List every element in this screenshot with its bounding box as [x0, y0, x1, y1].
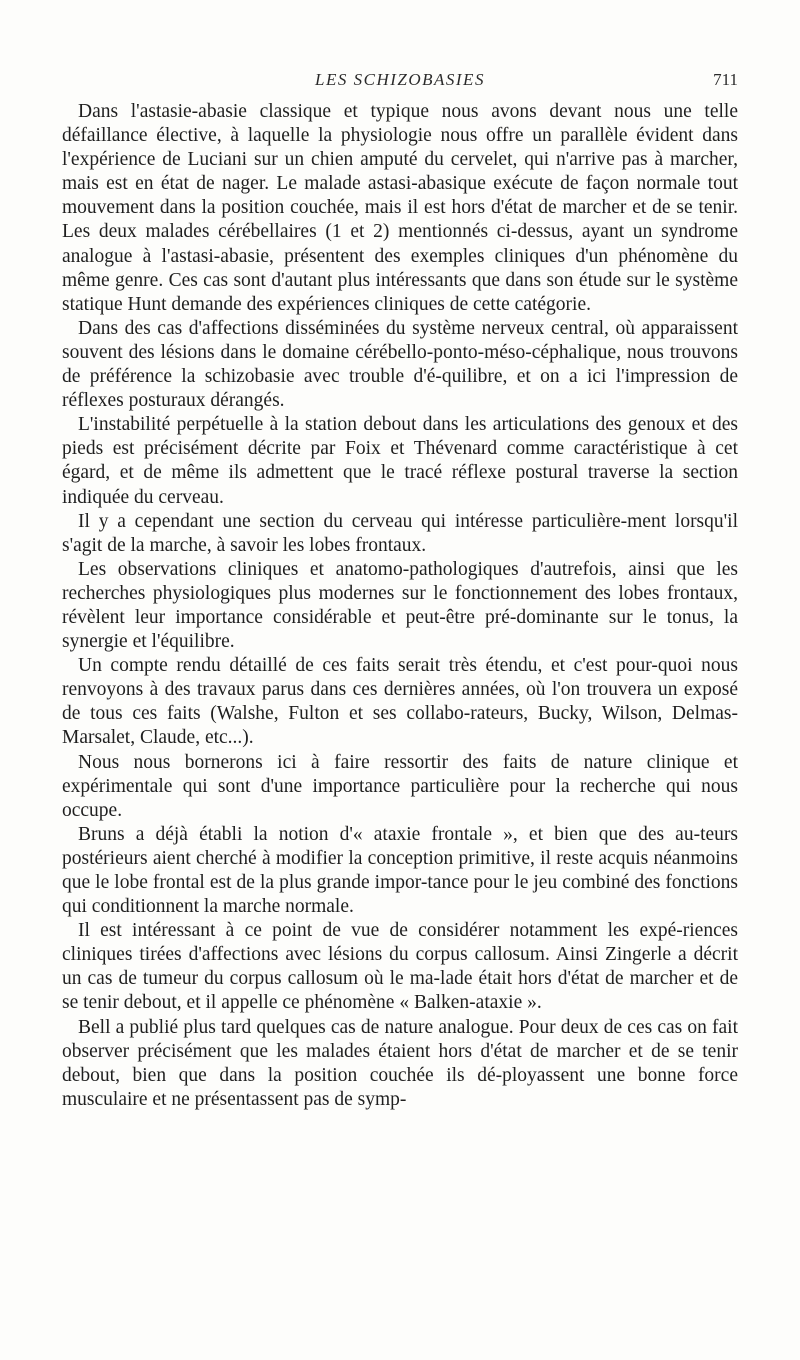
- page-number: 711: [713, 70, 738, 89]
- running-title: LES SCHIZOBASIES: [315, 70, 485, 89]
- body-text: [62, 100, 738, 1112]
- paragraph: Dans des cas d'affections disséminées du système nerveux central, où apparaissent souvent des lésions dans le domaine cérébello-ponto-méso-céphalique, nous trouvons de préférence la schizobasie avec trouble d'é-quilibre, et on a ici l'impression de réflexes posturaux dérangés.: [62, 317, 738, 412]
- paragraph: L'instabilité perpétuelle à la station debout dans les articulations des genoux et des pieds est précisément décrite par Foix et Thévenard comme caractéristique à cet égard, et de même ils admettent que le tracé réflexe postural traverse la section indiquée du cerveau.: [62, 414, 738, 508]
- paragraph: Il y a cependant une section du cerveau qui intéresse particulière-ment lorsqu'il s'agit de la marche, à savoir les lobes frontaux.: [62, 510, 738, 556]
- paragraph: Les observations cliniques et anatomo-pathologiques d'autrefois, ainsi que les recherches physiologiques plus modernes sur le fonctionnement des lobes frontaux, révèlent leur importance considérable et peut-être pré-dominante sur le tonus, la synergie et l'équilibre.: [62, 558, 738, 653]
- paragraph: Il est intéressant à ce point de vue de considérer notamment les expé-riences cliniques tirées d'affections avec lésions du corpus callosum. Ainsi Zingerle a décrit un cas de tumeur du corpus callosum où le ma-lade était hors d'état de marcher et de se tenir debout, et il appelle ce phénomène « Balken-ataxie ».: [62, 920, 738, 1014]
- running-header: [62, 70, 738, 100]
- paragraph: Bruns a déjà établi la notion d'« ataxie frontale », et bien que des au-teurs postérieurs aient cherché à modifier la conception primitive, il reste acquis néanmoins que le lobe frontal est de la plus grande impor-tance pour le jeu combiné des fonctions qui conditionnent la marche normale.: [62, 823, 738, 918]
- paragraph: Un compte rendu détaillé de ces faits serait très étendu, et c'est pour-quoi nous renvoyons à des travaux parus dans ces dernières années, où l'on trouvera un exposé de tous ces faits (Walshe, Fulton et ses collabo-rateurs, Bucky, Wilson, Delmas-Marsalet, Claude, etc...).: [62, 655, 738, 749]
- paragraph: Bell a publié plus tard quelques cas de nature analogue. Pour deux de ces cas on fait observer précisément que les malades étaient hors d'état de marcher et de se tenir debout, bien que dans la position couchée ils dé-ployassent une bonne force musculaire et ne présentassent pas de symp-: [62, 1016, 738, 1110]
- paragraph: Nous nous bornerons ici à faire ressortir des faits de nature clinique et expérimentale qui sont d'une importance particulière pour la recherche qui nous occupe.: [62, 751, 738, 821]
- paragraph: Dans l'astasie-abasie classique et typique nous avons devant nous une telle défaillance élective, à laquelle la physiologie nous offre un parallèle évident dans l'expérience de Luciani sur un chien amputé du cervelet, qui n'arrive pas à marcher, mais est en état de nager. Le malade astasi-abasique exécute de façon normale tout mouvement dans la position couchée, mais il est hors d'état de marcher et de se tenir. Les deux malades cérébellaires (1 et 2) mentionnés ci-dessus, ayant un syndrome analogue à l'astasi-abasie, présentent des exemples cliniques d'un phénomène du même genre. Ces cas sont d'autant plus intéressants que dans son étude sur le système statique Hunt demande des expériences cliniques de cette catégorie.: [62, 101, 738, 315]
